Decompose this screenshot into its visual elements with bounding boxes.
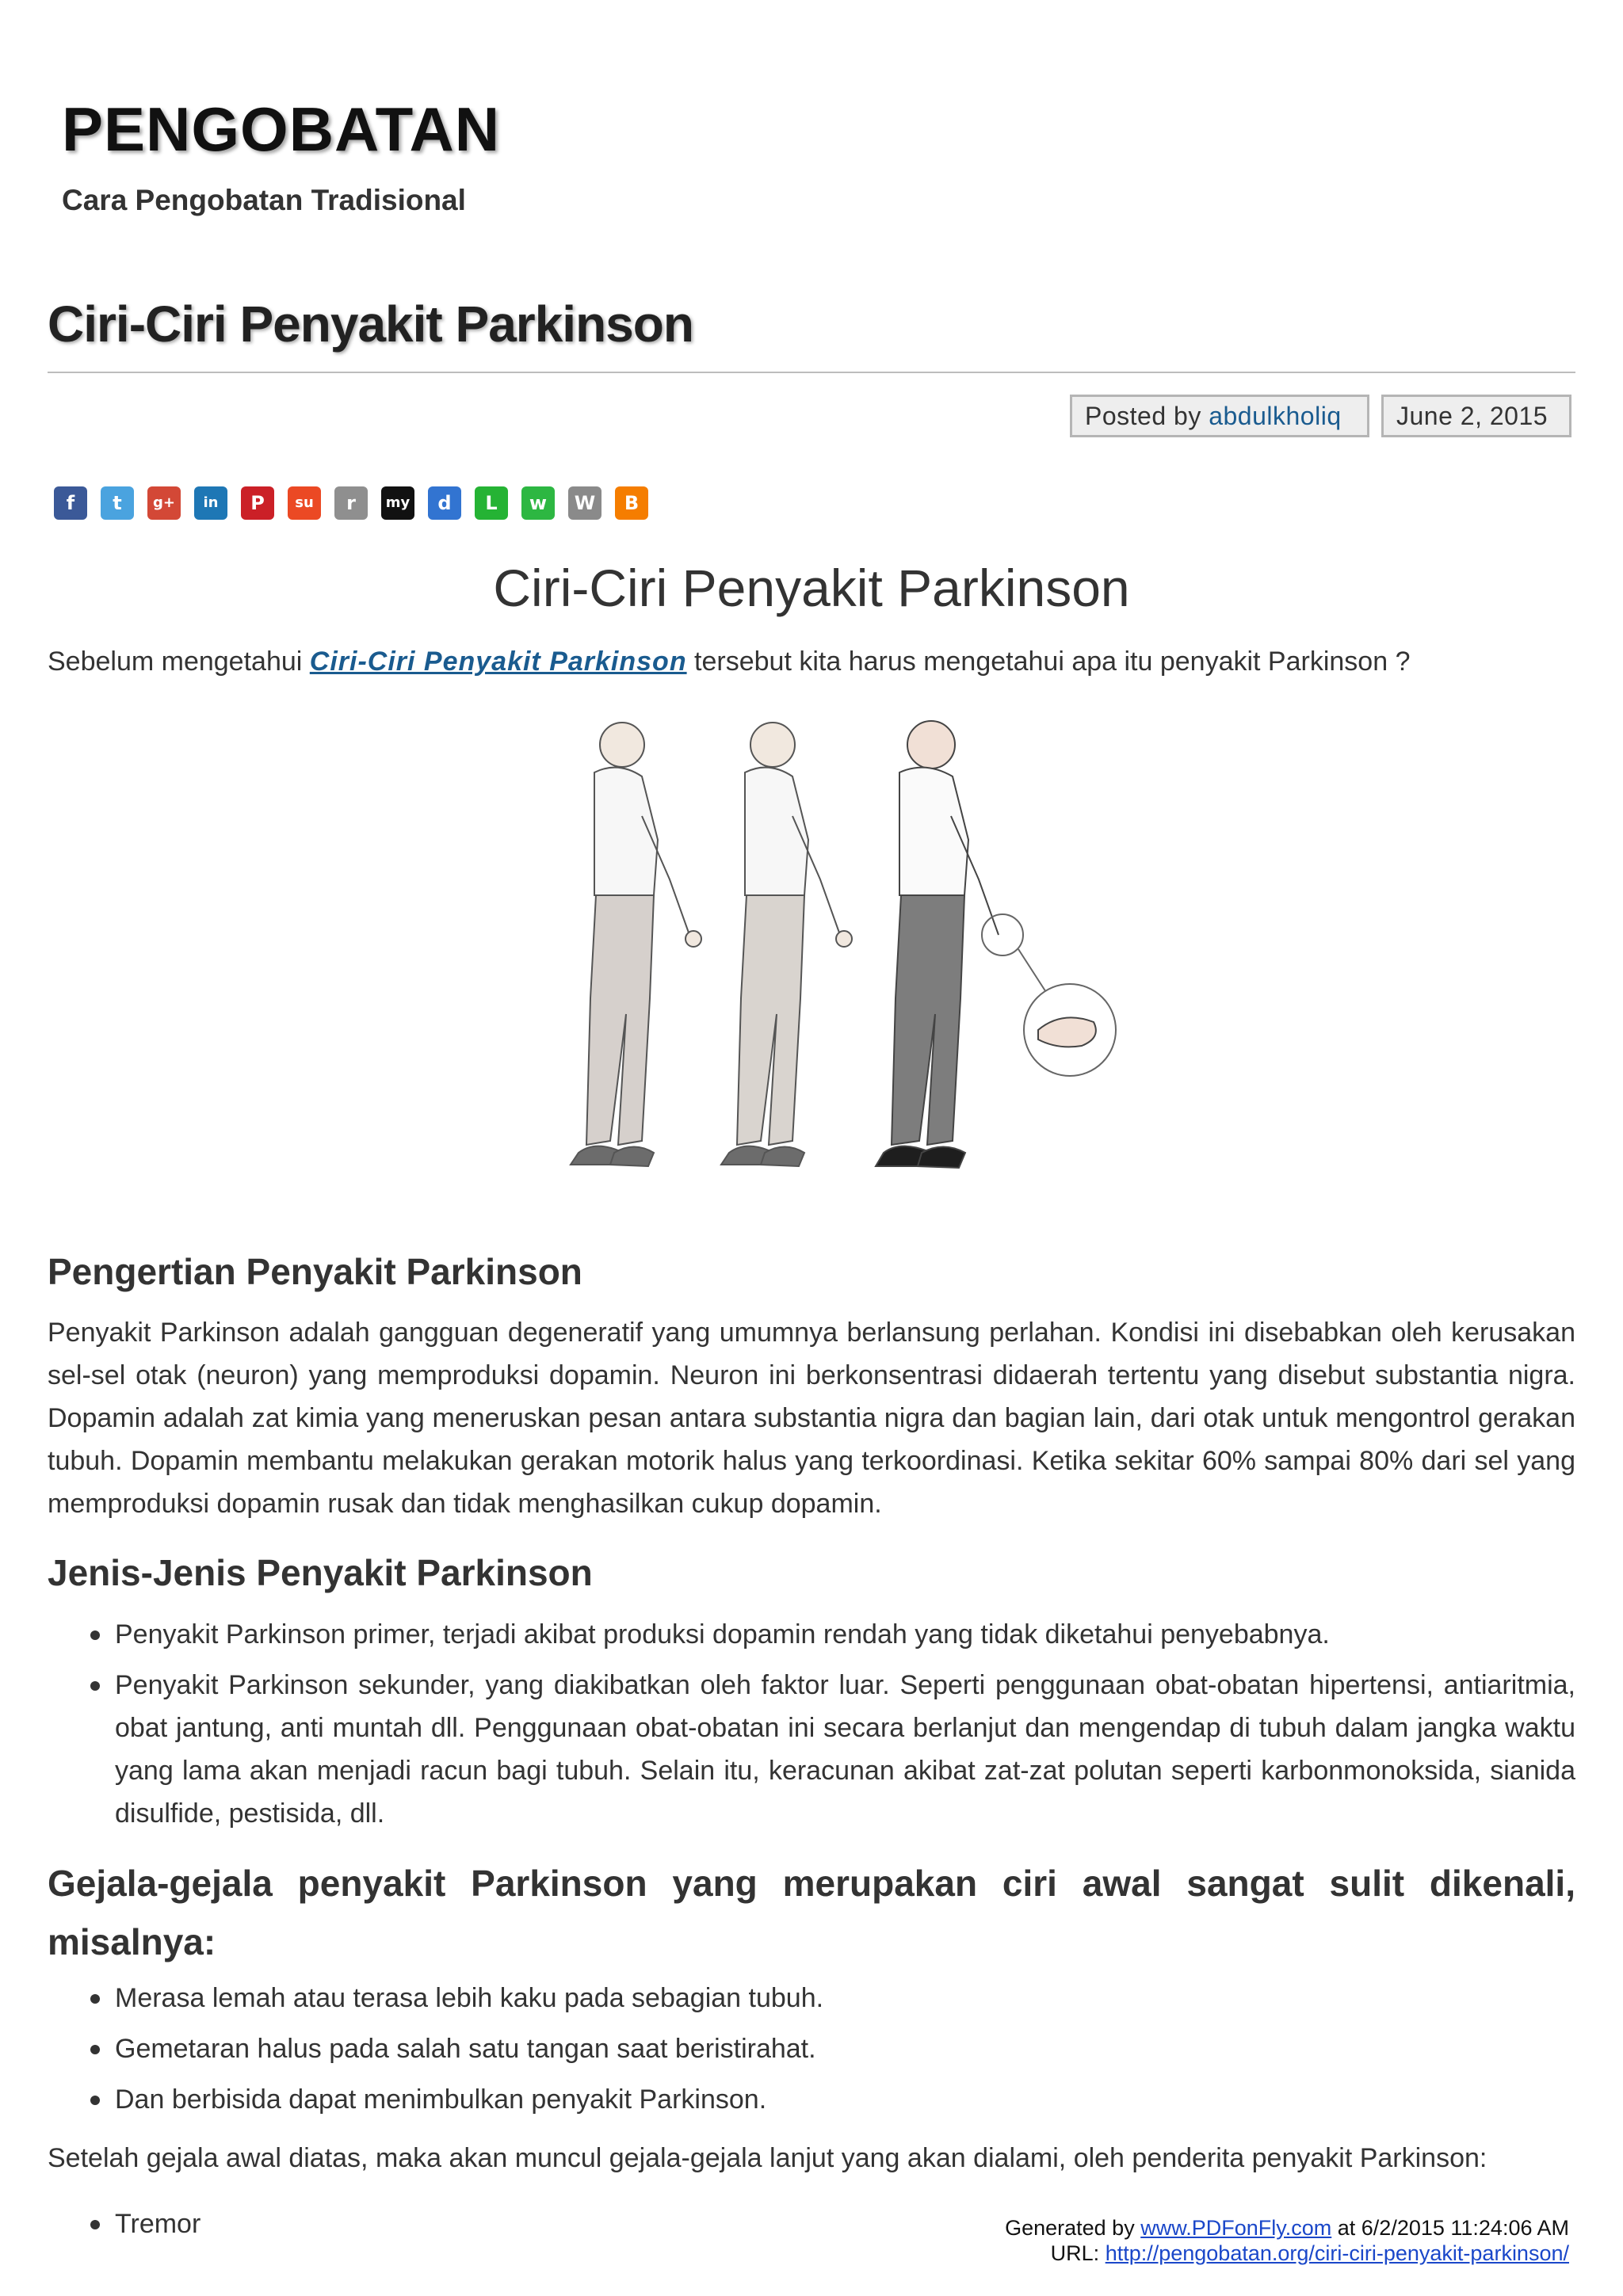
figure-2 (721, 723, 852, 1166)
gejala-lanjut-paragraph: Setelah gejala awal diatas, maka akan muncul gejala-gejala lanjut yang akan dialami, oleh penderita penyakit Parkinson: (48, 2143, 1487, 2173)
footer-generated-line (1005, 2215, 1569, 2241)
intro-text-after: tersebut kita harus mengetahui apa itu penyakit Parkinson ? (686, 646, 1411, 677)
section-heading-pengertian: Pengertian Penyakit Parkinson (48, 1251, 582, 1292)
intro-text-before: Sebelum mengetahui (48, 646, 310, 677)
footer-generated-label: Generated by (1005, 2216, 1141, 2240)
figure-1 (571, 723, 701, 1166)
reddit-icon[interactable]: r (334, 486, 368, 520)
parkinson-walking-illustration (491, 697, 1125, 1236)
post-date-box (1381, 395, 1571, 437)
stumbleupon-icon[interactable]: su (288, 486, 321, 520)
pdf-footer (1005, 2215, 1569, 2266)
author-link[interactable]: abdulkholiq (1209, 402, 1342, 430)
line-icon[interactable]: L (475, 486, 508, 520)
list-jenis (0, 1613, 1575, 1835)
list-item: Penyakit Parkinson sekunder, yang diakibatkan oleh faktor luar. Seperti penggunaan obat-obatan hipertensi, antiaritmia, obat jantung, anti muntah dll. Penggunaan obat-obatan ini secara berlanjut dan mengendap di tubuh dalam jangka waktu yang lama akan menjadi racun bagi tubuh. Selain itu, keracunan akibat zat-zat polutan seperti karbonmonoksida, sianida disulfide, pestisida, dll. (0, 1664, 1575, 1835)
list-item: Gemetaran halus pada salah satu tangan saat beristirahat. (0, 2027, 1575, 2070)
section-paragraph-pengertian: Penyakit Parkinson adalah gangguan degeneratif yang umumnya berlansung perlahan. Kondisi ini disebabkan oleh kerusakan sel-sel otak (neuron) yang memproduksi dopamin. Neuron ini berkonsentrasi didaerah tertentu yang disebut substantia nigra. Dopamin adalah zat kimia yang meneruskan pesan antara substantia nigra dan bagian lain, dari otak untuk mengontrol gerakan tubuh. Dopamin membantu melakukan gerakan motorik halus yang terkoordinasi. Ketika sekitar 60% sampai 80% dari sel yang memproduksi dopamin rusak dan tidak menghasilkan cukup dopamin. (48, 1318, 1575, 1519)
footer-generator-link[interactable]: www.PDFonFly.com (1140, 2216, 1332, 2240)
post-title: Ciri-Ciri Penyakit Parkinson (48, 296, 693, 353)
facebook-icon[interactable]: f (54, 486, 87, 520)
title-divider (48, 372, 1575, 373)
google-plus-icon[interactable]: g+ (147, 486, 181, 520)
site-title[interactable]: PENGOBATAN (62, 94, 501, 164)
linkedin-icon[interactable]: in (194, 486, 227, 520)
list-item: Tremor (0, 2203, 1575, 2245)
list-item: Penyakit Parkinson primer, terjadi akibat produksi dopamin rendah yang tidak diketahui penyebabnya. (0, 1613, 1575, 1656)
posted-by-label: Posted by (1085, 402, 1201, 430)
list-item: Dan berbisida dapat menimbulkan penyakit Parkinson. (0, 2078, 1575, 2121)
footer-timestamp: at 6/2/2015 11:24:06 AM (1331, 2216, 1569, 2240)
section-heading-jenis: Jenis-Jenis Penyakit Parkinson (48, 1552, 593, 1593)
footer-url-label: URL: (1050, 2241, 1106, 2265)
pinterest-icon[interactable]: P (241, 486, 274, 520)
wordpress-icon[interactable]: W (568, 486, 601, 520)
post-author-box (1070, 395, 1369, 437)
list-item: Merasa lemah atau terasa lebih kaku pada sebagian tubuh. (0, 1977, 1575, 2019)
whatsapp-icon[interactable]: w (521, 486, 555, 520)
site-tagline: Cara Pengobatan Tradisional (62, 184, 466, 216)
footer-url-link[interactable]: http://pengobatan.org/ciri-ciri-penyakit-parkinson/ (1105, 2241, 1569, 2265)
footer-url-line (1005, 2241, 1569, 2266)
twitter-icon[interactable]: t (101, 486, 134, 520)
figure-3 (876, 721, 1116, 1168)
myspace-icon[interactable]: my (381, 486, 414, 520)
blogger-icon[interactable]: B (615, 486, 648, 520)
intro-paragraph (48, 646, 1410, 677)
list-gejala (0, 1977, 1575, 2121)
article-heading: Ciri-Ciri Penyakit Parkinson (493, 559, 1130, 617)
delicious-icon[interactable]: d (428, 486, 461, 520)
intro-link[interactable]: Ciri-Ciri Penyakit Parkinson (309, 646, 687, 677)
post-date: June 2, 2015 (1396, 402, 1549, 430)
section-heading-gejala: Gejala-gejala penyakit Parkinson yang merupakan ciri awal sangat sulit dikenali, misalnya: (48, 1863, 1575, 1962)
